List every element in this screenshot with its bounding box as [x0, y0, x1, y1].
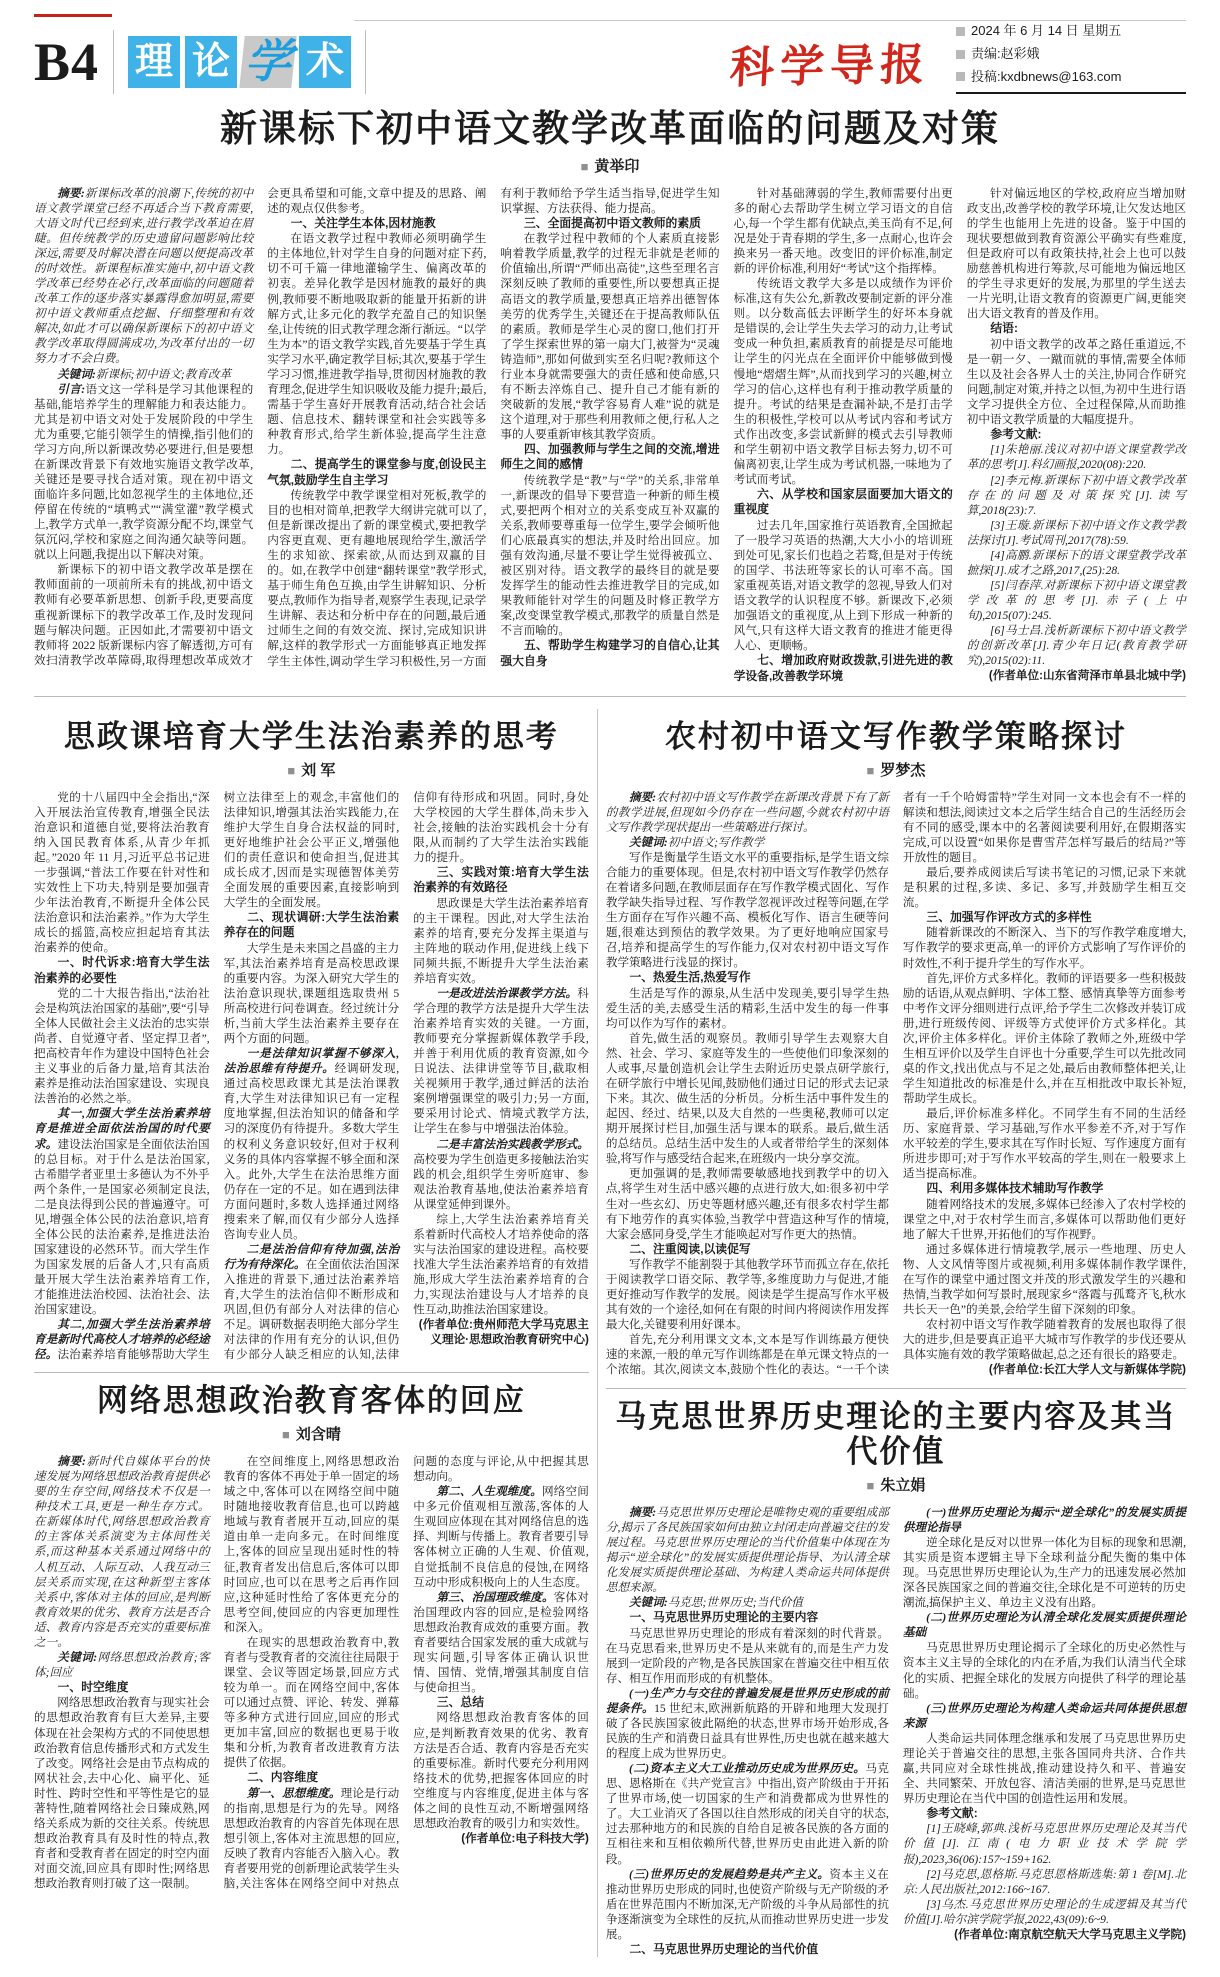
- abstract-or-reference-text: 关键词:网络思想政治教育;客体;回应: [34, 1650, 210, 1679]
- author-affiliation: (作者单位:南京航空航天大学马克思主义学院): [954, 1927, 1186, 1941]
- body-paragraph: 写作教学不能割裂于其他教学环节而孤立存在,依托于阅读教学口语交际、教学等,多维度助力与促进,才能更好推动写作教学的发展。阅读是学生提高写作水平极其有效的一个途径,如何在有限的时间内将阅读作用发挥最大化,关键要利用好课本。: [605, 1258, 889, 1332]
- body-paragraph: 人类命运共同体理念继承和发展了马克思世界历史理论关于普遍交往的思想,主张各国同舟共济、合作共赢,共同应对全球性挑战,推动建设持久和平、普遍安全、共同繁荣、开放包容、清洁美丽的世界,是马克思世界历史理论在当代中国的创造性运用和发展。: [902, 1731, 1186, 1805]
- lead-label: (一)生产力与交往的普遍发展是世界历史形成的前提条件。: [605, 1686, 889, 1715]
- section-char-block: 理: [128, 36, 180, 88]
- body-paragraph: 过去几年,国家推行英语教育,全国掀起了一股学习英语的热潮,大大小小的培训班到处可见,家长们也趋之若鹜,但是对于传统的国学、书法班等家长的认可率不高。国家重视英语,对语文教学的忽视,导致人们对语文教学的认识程度不够。新课改下,必须加强语文的重视度,从上到下形成一种新的风气,只有这样大语文教育的推进才能更得人心、更顺畅。: [733, 518, 953, 653]
- article-body: [34, 790, 589, 1363]
- body-paragraph: 在现实的思想政治教育中,教育者与受教育者的交流往往局限于课堂、会议等固定场景,回应方式较为单一。而在网络空间中,客体可以通过点赞、评论、转发、弹幕等多种方式进行回应,回应的形式更加丰富,回应的数据也更易于收集和分析,为教育者改进教育方法提供了依据。: [223, 1635, 400, 1770]
- byline-square-icon: ■: [281, 1427, 290, 1443]
- author-name: 刘 军: [301, 761, 336, 779]
- byline-square-icon: ■: [866, 1477, 875, 1493]
- masthead-right: [730, 20, 1186, 94]
- horizontal-divider: [34, 1372, 589, 1373]
- article-body: [34, 1454, 589, 1891]
- newspaper-logo: 科学导报: [728, 40, 932, 93]
- horizontal-divider: [34, 696, 1186, 697]
- article-middle-left: [34, 719, 589, 1363]
- lead-label: 一是法律知识掌握不够深入,法治思维有待提升。: [223, 1047, 400, 1076]
- byline: [606, 759, 1186, 780]
- section-heading: 参考文献:: [926, 1806, 978, 1821]
- body-paragraph: 其一,加强大学生法治素养培育是推进全面依法治国的时代要求。建设法治国家是全面依法治国的总目标。对于什么是法治国家,古希腊学者亚里士多德认为不外乎两个条件,一是国家必须制定良法,二是良法得到公民的普遍遵守。可见,增强全体公民的法治意识,培育全体公民的法治素养,是推进法治国家建设的必然环节。而大学生作为国家发展的后备人才,只有高质量开展大学生法治素养培育工作,才能推进法治校园、法治社会、法治国家建设。: [34, 1107, 210, 1317]
- abstract-or-reference-text: [3]王璇.新课标下初中语文作文教学教法探讨[J].考试周刊,2017(78):59.: [966, 518, 1186, 547]
- section-char-block: 论: [185, 36, 237, 88]
- byline-square-icon: ■: [580, 158, 589, 174]
- body-paragraph: 第二、人生观维度。网络空间中多元价值观相互激荡,客体的人生观回应体现在其对网络信息的选择、判断与传播上。教育者要引导客体树立正确的人生观、价值观,自觉抵制不良信息的侵蚀,在网络互动中形成积极向上的人生态度。: [413, 1485, 589, 1589]
- section-heading: 二、内容维度: [247, 1770, 318, 1785]
- byline-square-icon: ■: [866, 762, 875, 778]
- body-paragraph: 首先,做生活的观察员。教师引导学生去观察大自然、社会、学习、家庭等发生的一些使他们印象深刻的人或事,尽量创造机会让学生去附近历史景点研学旅行,在研学旅行中增长见闻,鼓励他们通过日记的形式去记录下来。其次、做生活的分析员。分析生活中事件发生的起因、经过、结果,以及大自然的一些奥秘,教师可以定期开展探讨栏目,加强生活与课本的联系。最后,做生活的总结员。总结生活中发生的人或者带给学生的深刻体验,将写作与感受结合起来,在班级内一块分享交流。: [605, 1031, 889, 1166]
- article-title: 网络思想政治教育客体的回应: [96, 1383, 526, 1419]
- abstract-or-reference-text: 摘要:农村初中语文写作教学在新课改背景下有了新的教学进展,但现如今仍存在一些问题,今就农村初中语文写作教学现状提出一些策略进行探讨。: [605, 790, 889, 834]
- lead-label: 其二,加强大学生法治素养培育是新时代高校人才培养的必经途径。: [34, 1318, 210, 1362]
- editor-line: 责编:赵彩娥: [956, 43, 1186, 66]
- lead-label: 其一,加强大学生法治素养培育是推进全面依法治国的时代要求。: [34, 1107, 210, 1151]
- body-paragraph: 第三、治国理政维度。客体对治国理政内容的回应,是检验网络思想政治教育成效的重要方面。教育者要结合国家发展的重大成就与现实问题,引导客体正确认识世情、国情、党情,增强其制度自信与使命担当。: [413, 1590, 589, 1695]
- section-heading: 三、加强写作评改方式的多样性: [926, 910, 1092, 925]
- section-logo: [128, 36, 351, 88]
- lead-label: 关键词:: [629, 1596, 668, 1610]
- body-paragraph: 一是法律知识掌握不够深入,法治思维有待提升。经调研发现,通过高校思政课尤其是法治课教育,大学生对法律知识已有一定程度地掌握,但法治知识的储备和学习的深度仍有待提升。多数大学生的权利义务意识较好,但对于权利义务的具体内容掌握不够全面和深入。此外,大学生在法治思维方面仍存在一定的不足。如在遇到法律方面问题时,多数人选择通过网络搜索来了解,而仅有少部分人选择咨询专业人员。: [223, 1047, 400, 1241]
- lead-label: 关键词:: [57, 1650, 98, 1664]
- page-number: B4: [34, 32, 100, 93]
- lead-label: 引言:: [57, 382, 86, 396]
- body-paragraph: (一)生产力与交往的普遍发展是世界历史形成的前提条件。15 世纪末,欧洲新航路的开辟和地理大发现打破了各民族国家彼此隔绝的状态,世界市场开始形成,各民族的生产和消费日益具有世界性,历史也就在越来越大的程度上成为世界历史。: [605, 1686, 889, 1761]
- vertical-rule: [365, 30, 366, 94]
- lead-label: 摘要:: [57, 1455, 86, 1469]
- abstract-or-reference-text: [5]闫春萍.对新课标下初中语文课堂教学改革的思考[J].赤子(上中旬),2015(07):245.: [966, 578, 1186, 623]
- body-paragraph: 通过多媒体进行情境教学,展示一些地理、历史人物、人文风情等图片或视频,利用多媒体制作教学课件,在写作的课堂中通过图文并茂的形式激发学生的兴趣和热情,当教学如何写景时,展现家乡“落霞与孤鹜齐飞,秋水共长天一色”的美景,会给学生留下深刻的印象。: [902, 1242, 1186, 1317]
- lead-label: 第一、思想维度。: [246, 1786, 341, 1800]
- body-paragraph: 大学生是未来国之昌盛的主力军,其法治素养培育是高校思政课的重要内容。为深入研究大学生的法治意识现状,课题组选取贵州 5 所高校进行问卷调查。经过统计分析,当前大学生法治素养主要存在两个方面的问题。: [223, 941, 400, 1046]
- section-heading: 一、热爱生活,热爱写作: [629, 970, 751, 985]
- lead-label: 摘要:: [629, 790, 657, 804]
- abstract-or-reference-text: 摘要:新课标改革的浪潮下,传统的初中语文教学课堂已经不再适合当下教育需要,大语文时代已经到来,进行教学改革迫在眉睫。但传统教学的历史遗留问题影响比较深远,需要及时解决潜在问题以便提高改革的时效性。新课程标准实施中,初中语文教学改革已经势在必行,改革面临的问题随着改革工作的逐步落实暴露得愈加明显,需要初中语文教师重点挖掘、仔细整理和有效解决,如此才可以确保新课标下的初中语文教学改革取得圆满成功,为改革付出的一切努力才不会白费。: [34, 186, 254, 366]
- section-heading: 五、帮助学生构建学习的自信心,让其强大自身: [500, 638, 720, 668]
- byline-square-icon: ■: [287, 762, 296, 778]
- lead-label: 摘要:: [629, 1505, 657, 1519]
- body-paragraph: 二是法治信仰有待加强,法治行为有待深化。在全面依法治国深入推进的背景下,通过法治素养培育,大学生的法治信仰不断形成和巩固,但仍有部分人对法律的信心不足。调研数据表明绝大部分学生对法律的作用有充分的认识,但仍有少部分人缺乏相应的认知,法律信仰有待形成和巩固。同时,身处大学校园的大学生群体,尚未步入社会,接触的法治实践机会十分有限,从而制约了大学生法治实践能力的提升。: [223, 790, 589, 1362]
- lead-label: 二是丰富法治实践教学形式。: [436, 1137, 589, 1151]
- body-paragraph: 党的二十大报告指出,“法治社会是构筑法治国家的基础”,要“引导全体人民做社会主义法治的忠实崇尚者、自觉遵守者、坚定捍卫者”,把高校青年作为建设中国特色社会主义事业的后备力量,培育其法治素养是推动法治国家建设、实现良法善治的必然之举。: [34, 986, 210, 1106]
- abstract-or-reference-text: [1]王晓峰,郭典.浅析马克思世界历史理论及其当代价值[J].江南(电力职业技术学院学报),2023,36(06):157~159+162.: [902, 1822, 1186, 1866]
- body-paragraph: 传统语文教学大多是以成绩作为评价标准,这有失公允,新教改要制定新的评分准则。以分数高低去评断学生的好坏本身就是错误的,会让学生失去学习的动力,让考试变成一种负担,素质教育的前提是尽可能地让学生的闪光点在全面评价中能够做到慢慢地“熠熠生辉”,从而找到学习的兴趣,树立学习的信心,这样也有利于推动教学质量的提升。考试的结果是查漏补缺,不是打击学生的积极性,学校可以从考试内容和考试方式作出改变,多尝试新鲜的模式去引导教师和学生朝初中语文教学目标去努力,切不可偏离初衷,让学生成为考试机器,一味地为了考试而考试。: [733, 277, 953, 486]
- body-paragraph: 传统教学中教学课堂相对死板,教学的目的也相对简单,把教学大纲讲完就可以了,但是新课改提出了新的课堂模式,要把教学内容更直观、更有趣地展现给学生,激活学生的求知欲、探索欲,从而达到双赢的目的。如,在教学中创建“翻转课堂”教学形式,基于师生角色互换,由学生讲解知识、分析要点,教师作为指导者,观察学生表现,记录学生讲解、表达和分析中存在的问题,最后通过师生之间的有效交流、探讨,完成知识讲解,这样的教学形式一方面能够真正地发挥学生主体性,调动学生学习积极性,另一方面有利于教师给予学生适当指导,促进学生知识掌握、方法获得、能力提高。: [267, 186, 720, 668]
- body-paragraph: 农村初中语文写作教学随着教育的发展也取得了很大的进步,但是要真正追平大城市写作教学的步伐还要从具体实施有效的教学策略做起,总之还有很长的路要走。: [902, 1318, 1186, 1362]
- article-bottom-left: [34, 1383, 589, 1891]
- section-heading: 一、时空维度: [57, 1680, 129, 1695]
- abstract-or-reference-text: [4]高鹏.新课标下的语文课堂教学改革摭探[J].成才之路,2017,(25):28.: [966, 548, 1186, 577]
- body-paragraph: 初中语文教学的改革之路任重道远,不是一朝一夕、一蹴而就的事情,需要全体师生以及社会各界人士的关注,协同合作研究问题,制定对策,并持之以恒,为初中生进行语文学习提供全方位、全过程保障,从而助推初中语文教学质量的大幅度提升。: [966, 337, 1186, 426]
- article-body: [606, 790, 1186, 1378]
- section-char-block: 术: [299, 36, 351, 88]
- article-body: [34, 186, 1186, 684]
- section-heading: 三、全面提高初中语文教师的素质: [523, 215, 701, 230]
- body-paragraph: 针对偏远地区的学校,政府应当增加财政支出,改善学校的教学环境,让欠发达地区的学生也能用上先进的设备。鉴于中国的现状要想做到教育资源公平确实有些难度,但是政府可以有政策扶持,社会上也可以鼓励慈善机构进行筹款,尽可能地为偏远地区的学生寻求更好的发展,为那里的学生送去一片光明,让语文教育的资源更广阔,更能突出大语文教育的普及作用。: [966, 186, 1186, 321]
- section-char-block-calligraphy: 学: [239, 36, 296, 88]
- section-heading: 一、时代诉求:培育大学生法治素养的必要性: [34, 955, 210, 985]
- abstract-or-reference-text: 关键词:初中语文;写作教学: [629, 835, 765, 849]
- body-paragraph: 首先,评价方式多样化。教师的评语要多一些积极鼓励的话语,从观点鲜明、字体工整、感情真挚等方面参考中考作文评分细则进行点评,给予学生二次修改并装订成册,进行班级传阅、评级等方式使评价方式多样化。其次,评价主体多样化。评价主体除了教师之外,班级中学生相互评价以及学生自评也十分重要,学生可以先批改同桌的作文,找出优点与不足之处,最后由教师整体把关,让学生知道批改的标准是什么,并在互相批改中取长补短,帮助学生成长。: [902, 971, 1186, 1106]
- section-heading: 参考文献:: [990, 427, 1042, 442]
- square-bullet-icon: [956, 27, 965, 36]
- abstract-or-reference-text: 关键词:马克思;世界历史;当代价值: [629, 1596, 803, 1610]
- abstract-or-reference-text: [2]李元梅.新课标下初中语文教学改革存在的问题及对策探究[J].读写算,2018(23):7.: [966, 473, 1186, 517]
- article-title: 思政课培育大学生法治素养的思考: [63, 718, 559, 754]
- body-paragraph: 更加强调的是,教师需要敏感地找到教学中的切入点,将学生对生活中感兴趣的点进行放大,如:很多初中学生对一些玄幻、历史等题材感兴趣,还有很多农村学生都有下地劳作的真实体验,当教学中营造这种写作的情境,大家会感同身受,学生才能唤起对写作更大的热情。: [605, 1167, 889, 1241]
- square-bullet-icon: [956, 72, 965, 81]
- author-name: 黄举印: [594, 157, 640, 175]
- lead-label: (三)世界历史的发展趋势是共产主义。: [629, 1867, 830, 1881]
- byline: [34, 1423, 589, 1444]
- sub-section-heading: (三)世界历史理论为构建人类命运共同体提供思想来源: [902, 1701, 1186, 1730]
- horizontal-divider: [606, 1388, 1186, 1389]
- section-heading: 三、实践对策:培育大学生法治素养的有效路径: [413, 864, 589, 895]
- abstract-or-reference-text: [2]马克思,恩格斯.马克思恩格斯选集:第 1 卷[M].北京:人民出版社,2012:166~167.: [902, 1867, 1186, 1896]
- byline: [34, 155, 1186, 176]
- abstract-or-reference-text: 关键词:新课标;初中语文;教育改革: [57, 367, 232, 381]
- section-heading: 四、利用多媒体技术辅助写作教学: [926, 1181, 1104, 1196]
- vertical-rule: [113, 30, 114, 94]
- section-heading: 结语:: [990, 321, 1018, 336]
- article-bottom-right: [606, 1399, 1186, 1958]
- vertical-divider: [597, 709, 598, 1957]
- abstract-or-reference-text: [1]朱艳丽.浅议对初中语文课堂教学改革的思考[J].科幻画报,2020(08):220.: [966, 443, 1186, 472]
- body-paragraph: 首先,充分利用课文文本,文本是写作训练最方便快速的来源,一般的单元写作训练都是在单元课文特点的一个浓缩。其次,阅读文本,鼓励个性化的表达。“一千个读者有一千个哈姆雷特”学生对同一文本也会有不一样的解读和想法,阅读过文本之后学生结合自己的生活经历会有不同的感受,课本中的名著阅读要利用好,在假期落实完成,可以设置“如果你是曹雪芹怎样写最后的结局?”等开放性的题目。: [605, 790, 1186, 1377]
- article-top: [34, 108, 1186, 684]
- submission-email-line: 投稿:kxdbnews@163.com: [956, 66, 1186, 89]
- abstract-or-reference-text: 摘要:新时代自媒体平台的快速发展为网络思想政治教育提供必要的生存空间,网络技术不仅是一种技术工具,更是一种生存方式。在新媒体时代,网络思想政治教育的主客体关系演变为主体间性关系,而这种基本关系通过网络中的人机互动、人际互动、人我互动三层关系而实现,在这种新型主客体关系中,客体对主体的回应,是判断教育效果的优劣、教育方法是否合适、教育内容是否充实的重要标准之一。: [34, 1455, 210, 1649]
- byline: [606, 1474, 1186, 1495]
- abstract-or-reference-text: 摘要:马克思世界历史理论是唯物史观的重要组成部分,揭示了各民族国家如何由独立封闭走向普遍交往的发展过程。马克思世界历史理论的当代价值集中体现在为揭示“逆全球化”的发展实质提供理论指导、为认清全球化发展实质提供理论基础、为构建人类命运共同体提供思想来源。: [605, 1505, 889, 1595]
- square-bullet-icon: [956, 50, 965, 59]
- article-title: 马克思世界历史理论的主要内容及其当代价值: [615, 1398, 1177, 1470]
- body-paragraph: 网络思想政治教育与现实社会的思想政治教育有巨大差异,主要体现在社会架构方式的不同使思想政治教育信息传播形式和方式发生了改变。网络社会是由节点构成的网状社会,去中心化、扁平化、延时性、跨时空性和平等性是它的显著特性,随着网络社会日臻成熟,网络关系成为新的交往关系。传统思想政治教育具有及时性的特点,教育者和受教育者在固定的时空内面对面交流,回应具有即时性;网络思想政治教育则打破了这一限制。: [34, 1696, 210, 1891]
- body-paragraph: 第一、思想维度。理论是行动的指南,思想是行为的先导。网络思想政治教育的内容首先体现在思想引领上,客体对主流思想的回应,反映了教育内容能否入脑入心。教育者要用党的创新理论武装学生头脑,关注客体在网络空间中对热点问题的态度与评论,从中把握其思想动向。: [223, 1455, 589, 1891]
- body-paragraph: 最后,要养成阅读后写读书笔记的习惯,记录下来就是积累的过程,多读、多记、多写,并鼓励学生相互交流。: [902, 865, 1186, 909]
- section-heading: 二、注重阅读,以读促写: [629, 1241, 751, 1256]
- author-name: 朱立娟: [880, 1476, 926, 1494]
- lower-section: [34, 709, 1186, 1957]
- body-paragraph: 马克思世界历史理论的形成有着深刻的时代背景。在马克思看来,世界历史不是从来就有的,而是生产力发展到一定阶段的产物,是各民族国家在普遍交往中相互依存、相互作用而形成的有机整体。: [605, 1626, 889, 1685]
- author-affiliation: (作者单位:电子科技大学): [461, 1831, 589, 1845]
- article-body: [606, 1505, 1186, 1957]
- lead-label: 二是法治信仰有待加强,法治行为有待深化。: [223, 1242, 400, 1272]
- article-middle-right: [606, 719, 1186, 1378]
- body-paragraph: 引言:语文这一学科是学习其他课程的基础,能培养学生的理解能力和表达能力。尤其是初中语文对处于发展阶段的中学生尤为重要,它能引领学生的情操,指引他们的学习方向,所以新课改势必要进行,但是要想在新课改背景下有效地实施语文教学改革,关键还是要寻找合适对策。现在初中语文面临许多问题,比如忽视学生的主体地位,还停留在传统的“填鸭式”“满堂灌”教学模式上,教学方式单一,教学资源分配不均,课堂气氛沉闷,学校和家庭之间沟通欠缺等问题。就以上问题,我提出以下解决对策。: [34, 382, 254, 562]
- lead-label: 关键词:: [57, 367, 96, 381]
- section-heading: 二、现状调研:大学生法治素养存在的问题: [223, 910, 400, 940]
- body-paragraph: 传统教学是“教”与“学”的关系,非常单一,新课改的倡导下要营造一种新的师生模式,要把两个相对立的关系变成互补双赢的关系,教师要尊重每一位学生,要学会倾听他们心底最真实的想法,并及时给出回应。加强有效沟通,尽量不要让学生觉得被孤立、被区别对待。语文教学的最终目的就是要发挥学生的能动性去推进教学目的完成,如果教师能针对学生的问题及时修正教学方案,改变课堂教学模式,那教学的质量自然是不言而喻的。: [500, 473, 720, 638]
- body-paragraph: 思政课是大学生法治素养培育的主干课程。因此,对大学生法治素养的培育,要充分发挥主渠道与主阵地的联动作用,促进线上线下同频共振,不断提升大学生法治素养培育实效。: [413, 896, 589, 985]
- body-paragraph: 新课标下的初中语文教学改革是摆在教师面前的一项前所未有的挑战,初中语文教师有必要革新思想、创新手段,更要高度重视新课标下的教学改革工作,及时发现问题与解决问题。正因如此,才需要初中语文教师将 2022 版新课标内容了解透彻,方可有效扫清教学改革障碍,取得理想改革成效才会更具希望和可能,文章中提及的思路、阐述的观点仅供参考。: [34, 186, 487, 667]
- body-paragraph: 生活是写作的源泉,从生活中发现美,要引导学生热爱生活的美,去感受生活的精彩,生活中发生的每一件事均可以作为写作的素材。: [605, 986, 889, 1030]
- body-paragraph: 在语文教学过程中教师必须明确学生的主体地位,针对学生自身的问题对症下药,切不可千篇一律地灌输学生、偏离改革的初衷。差异化教学是因材施教的最好的典例,教师要不断地吸取新的能量开拓新的讲解方式,让多元化的教学充盈自己的知识堡垒,让传统的旧式教学理念渐行渐远。“以学生为本”的语文教学实践,首先要基于学生真实学习水平,确定教学目标;其次,要基于学生学习习惯,推进教学指导,贯彻因材施教的教育理念,促进学生知识吸收及能力提升;最后,需基于学生喜好开展教育活动,结合社会话题、信息技术、翻转课堂和社会实践等多种教育形式,给学生新体验,提高学生注意力。: [267, 232, 487, 457]
- section-heading: 六、从学校和国家层面要加大语文的重视度: [733, 487, 953, 517]
- lead-label: 摘要:: [57, 186, 85, 200]
- body-paragraph: 二是丰富法治实践教学形式。高校要为学生创造更多接触法治实践的机会,组织学生旁听庭审、参观法治教育基地,使法治素养培育从课堂延伸到课外。: [413, 1137, 589, 1211]
- author-affiliation: (作者单位:山东省菏泽市单县北城中学): [988, 669, 1186, 683]
- left-column-stack: [34, 709, 589, 1957]
- article-title: 农村初中语文写作教学策略探讨: [664, 718, 1127, 754]
- section-heading: 三、总结: [436, 1695, 485, 1710]
- body-paragraph: (三)世界历史的发展趋势是共产主义。资本主义在推动世界历史形成的同时,也使资产阶级与无产阶级的矛盾在世界范围内不断加深,无产阶级的斗争从局部性的抗争逐渐演变为全球性的反抗,从而推动世界历史进一步发展。: [605, 1867, 889, 1941]
- body-paragraph: 针对基础薄弱的学生,教师需要付出更多的耐心去帮助学生树立学习语文的自信心,每一个学生都有优缺点,美玉尚有不足,何况是处于青春期的学生,多一点耐心,也许会换来另一番天地。改变旧的评价标准,制定新的评价标准,利用好“考试”这个指挥棒。: [733, 186, 953, 276]
- article-title: 新课标下初中语文教学改革面临的问题及对策: [220, 108, 1000, 150]
- body-paragraph: 综上,大学生法治素养培育关系着新时代高校人才培养使命的落实与法治国家的建设进程。高校要找准大学生法治素养培育的有效措施,形成大学生法治素养培育的合力,实现法治建设与人才培养的良性互动,助推法治国家建设。: [413, 1212, 589, 1317]
- sub-section-heading: (二)世界历史理论为认清全球化发展实质提供理论基础: [902, 1611, 1186, 1640]
- lead-label: 一是改进法治课教学方法。: [436, 986, 578, 1000]
- body-paragraph: 在空间维度上,网络思想政治教育的客体不再处于单一固定的场域之中,客体可以在网络空间中随时随地接收教育信息,也可以跨越地域与教育者展开互动,回应的渠道由单一走向多元。在时间维度上,客体的回应呈现出延时性的特征,教育者发出信息后,客体可以即时回应,也可以在思考之后再作回应,这种延时性给了客体更充分的思考空间,使回应的内容更加理性和深入。: [223, 1455, 400, 1634]
- author-name: 刘含晴: [295, 1426, 341, 1444]
- abstract-or-reference-text: [6]马士昌.浅析新课标下初中语文教学的创新改革[J].青少年日记(教育教学研究),2015(02):11.: [966, 624, 1186, 668]
- masthead-left: [34, 30, 366, 94]
- section-heading: 二、提高学生的课堂参与度,创设民主气氛,鼓励学生自主学习: [267, 457, 487, 487]
- body-paragraph: 马克思世界历史理论揭示了全球化的历史必然性与资本主义主导的全球化的内在矛盾,为我们认清当代全球化的实质、把握全球化的发展方向提供了科学的理论基础。: [902, 1641, 1186, 1700]
- lead-label: 关键词:: [629, 835, 668, 849]
- body-paragraph: 写作是衡量学生语文水平的重要指标,是学生语文综合能力的重要体现。但是,农村初中语文写作教学仍然存在着诸多问题,在教师层面存在写作教学模式固化、写作教学缺失指导过程、写作教学忽视评改过程等问题,在学生方面存在写作兴趣不高、模板化写作、语言生硬等问题,很难达到预估的教学效果。为了更好地响应国家号召,培养和提高学生的写作能力,仅对农村初中语文写作教学策略进行浅显的探讨。: [605, 850, 889, 970]
- body-paragraph: 党的十八届四中全会指出,“深入开展法治宣传教育,增强全民法治意识和道德自觉,要将法治教育纳入国民教育体系,从青少年抓起。”2020 年 11 月,习近平总书记进一步强调,“普法工作要在针对性和实效性上下功夫,特别是要加强青少年法治教育,不断提升全体公民法治意识和法治素养。”作为大学生成长的摇篮,高校应担起培育其法治素养的使命。: [34, 790, 210, 955]
- issue-date-line: 2024 年 6 月 14 日 星期五: [956, 20, 1186, 43]
- body-paragraph: 在教学过程中教师的个人素质直接影响着教学质量,教学的过程无非就是老师的价值输出,所谓“严师出高徒”,这些至理名言深刻反映了教师的重要性,所以要想真正提高语文的教学质量,要想真正培养出德智体美劳的优秀学生,关键还在于提高教师队伍的素质。教师是学生心灵的窗口,他们打开了学生探索世界的第一扇大门,被誉为“灵魂铸造师”,那如何做到实至名归呢?教师这个行业本身就需要强大的责任感和使命感,只有不断去淬炼自己、提升自己才能有新的突破新的发展,“教学容易育人难”说的就是这个道理,对于那些利用教师之便,行私人之事的人要重新审核其教学资质。: [500, 232, 720, 442]
- author-name: 罗梦杰: [880, 761, 926, 779]
- body-paragraph: (二)资本主义大工业推动历史成为世界历史。马克思、恩格斯在《共产党宣言》中指出,资产阶级由于开拓了世界市场,使一切国家的生产和消费都成为世界性的了。大工业消灭了各国以往自然形成的闭关自守的状态,过去那种地方的和民族的自给自足被各民族的各方面的互相往来和互相依赖所代替,世界历史由此进入新的阶段。: [605, 1762, 889, 1866]
- body-paragraph: 随着新课改的不断深入、当下的写作教学难度增大,写作教学的要求更高,单一的评价方式影响了写作评价的时效性,不利于提升学生的写作水平。: [902, 926, 1186, 970]
- abstract-or-reference-text: [3]乌杰.马克思世界历史理论的生成逻辑及其当代价值[J].哈尔滨学院学报,2022,43(09):6~9.: [902, 1897, 1186, 1926]
- byline: [34, 759, 589, 780]
- lead-label: 第三、治国理政维度。: [436, 1590, 554, 1604]
- lead-label: 第二、人生观维度。: [436, 1485, 543, 1499]
- right-column-stack: [606, 709, 1186, 1957]
- body-paragraph: 其二,加强大学生法治素养培育是新时代高校人才培养的必经途径。法治素养培育能够帮助大学生树立法律至上的观念,丰富他们的法律知识,增强其法治实践能力,在维护大学生自身合法权益的同时,更好地维护社会公平正义,增强他们的责任意识和使命担当,促进其成长成才,因而是实现德智体美劳全面发展的重要因素,直接影响到大学生的全面发展。: [34, 790, 400, 1362]
- body-paragraph: 一是改进法治课教学方法。科学合理的教学方法是提升大学生法治素养培育实效的关键。一方面,教师要充分掌握新媒体教学手段,并善于利用优质的教育资源,如今日说法、法律讲堂等节目,截取相关视频用于教学,通过鲜活的法治案例增强课堂的吸引力;另一方面,要采用讨论式、情境式教学方法,让学生在参与中增强法治体验。: [413, 986, 589, 1136]
- section-heading: 一、关注学生本体,因材施教: [290, 215, 436, 230]
- author-affiliation: (作者单位:贵州师范大学马克思主义理论·思想政治教育研究中心): [418, 1318, 589, 1347]
- section-heading: 一、马克思世界历史理论的主要内容: [629, 1610, 819, 1625]
- issue-info: [956, 20, 1186, 94]
- body-paragraph: 随着网络技术的发展,多媒体已经渗入了农村学校的课堂之中,对于农村学生而言,多媒体可以帮助他们更好地了解大千世界,开拓他们的写作视野。: [902, 1197, 1186, 1241]
- section-heading: 四、加强教师与学生之间的交流,增进师生之间的感情: [500, 442, 720, 472]
- section-heading: 七、增加政府财政拨款,引进先进的教学设备,改善教学环境: [733, 653, 953, 683]
- author-affiliation: (作者单位:长江大学人文与新媒体学院): [988, 1363, 1186, 1377]
- section-heading: 二、马克思世界历史理论的当代价值: [629, 1941, 819, 1956]
- sub-section-heading: (一)世界历史理论为揭示“逆全球化”的发展实质提供理论指导: [902, 1505, 1186, 1534]
- lead-label: (二)资本主义大工业推动历史成为世界历史。: [629, 1762, 866, 1776]
- body-paragraph: 网络思想政治教育客体的回应,是判断教育效果的优劣、教育方法是否合适、教育内容是否充实的重要标准。新时代要充分利用网络技术的优势,把握客体回应的时空维度与内容维度,促进主体与客体之间的良性互动,不断增强网络思想政治教育的吸引力和实效性。: [413, 1711, 589, 1830]
- masthead: [34, 14, 1186, 98]
- body-paragraph: 最后,评价标准多样化。不同学生有不同的生活经历、家庭背景、学习基础,写作水平参差不齐,对于写作水平较差的学生,要求其在写作时长短、写作速度方面有所进步即可;对于写作水平较高的学生,则在一般要求上适当提高标准。: [902, 1107, 1186, 1181]
- body-paragraph: 逆全球化是反对以世界一体化为目标的现象和思潮,其实质是资本逻辑主导下全球利益分配失衡的集中体现。马克思世界历史理论认为,生产力的迅速发展必然加深各民族国家之间的普遍交往,全球化是不可逆转的历史潮流,搞保护主义、单边主义没有出路。: [902, 1535, 1186, 1610]
